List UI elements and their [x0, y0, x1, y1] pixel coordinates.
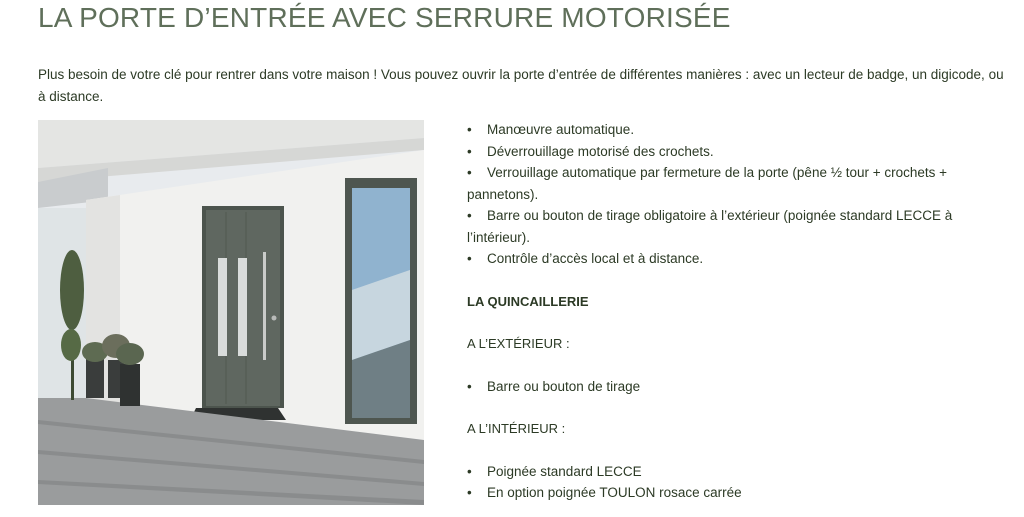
bullet: •: [467, 165, 472, 180]
bullet: •: [467, 485, 472, 500]
list-item: [467, 119, 987, 141]
feature-text: Manœuvre automatique.: [487, 122, 635, 137]
list-item: [467, 162, 987, 205]
bullet: •: [467, 122, 472, 137]
bullet: •: [467, 463, 472, 479]
feature-text: Verrouillage automatique par fermeture de la porte (pêne ½ tour + crochets + pannetons).: [467, 165, 948, 202]
list-item: [467, 141, 987, 163]
feature-text: Barre ou bouton de tirage obligatoire à l’extérieur (poignée standard LECCE à l’intérieur).: [467, 208, 953, 245]
exterior-item-text: Barre ou bouton de tirage: [487, 378, 641, 394]
list-item: [467, 248, 987, 270]
exterior-list: [467, 376, 987, 398]
interior-heading: A L’INTÉRIEUR :: [467, 421, 566, 436]
exterior-heading: A L’EXTÉRIEUR :: [467, 336, 570, 351]
intro-paragraph: Plus besoin de votre clé pour rentrer dans votre maison ! Vous pouvez ouvrir la porte d’entrée de différentes manières : avec un lecteur de badge, un digicode, ou à distance.: [38, 67, 1004, 104]
bullet: •: [467, 251, 472, 266]
door-photo: [38, 120, 424, 505]
hardware-heading: LA QUINCAILLERIE: [467, 293, 589, 309]
list-item: [467, 376, 987, 398]
content-column: [467, 119, 987, 504]
list-item: [467, 461, 987, 483]
list-item: [467, 482, 987, 504]
bullet: •: [467, 378, 472, 394]
interior-list: [467, 461, 987, 504]
bullet: •: [467, 143, 472, 159]
list-item: [467, 205, 987, 248]
feature-text: Déverrouillage motorisé des crochets.: [487, 143, 714, 159]
interior-item-text: Poignée standard LECCE: [487, 463, 642, 479]
features-list: [467, 119, 987, 270]
feature-text: Contrôle d’accès local et à distance.: [487, 251, 704, 266]
page-title: LA PORTE D’ENTRÉE AVEC SERRURE MOTORISÉE: [38, 2, 731, 33]
interior-item-text: En option poignée TOULON rosace carrée: [487, 485, 742, 500]
bullet: •: [467, 208, 472, 223]
